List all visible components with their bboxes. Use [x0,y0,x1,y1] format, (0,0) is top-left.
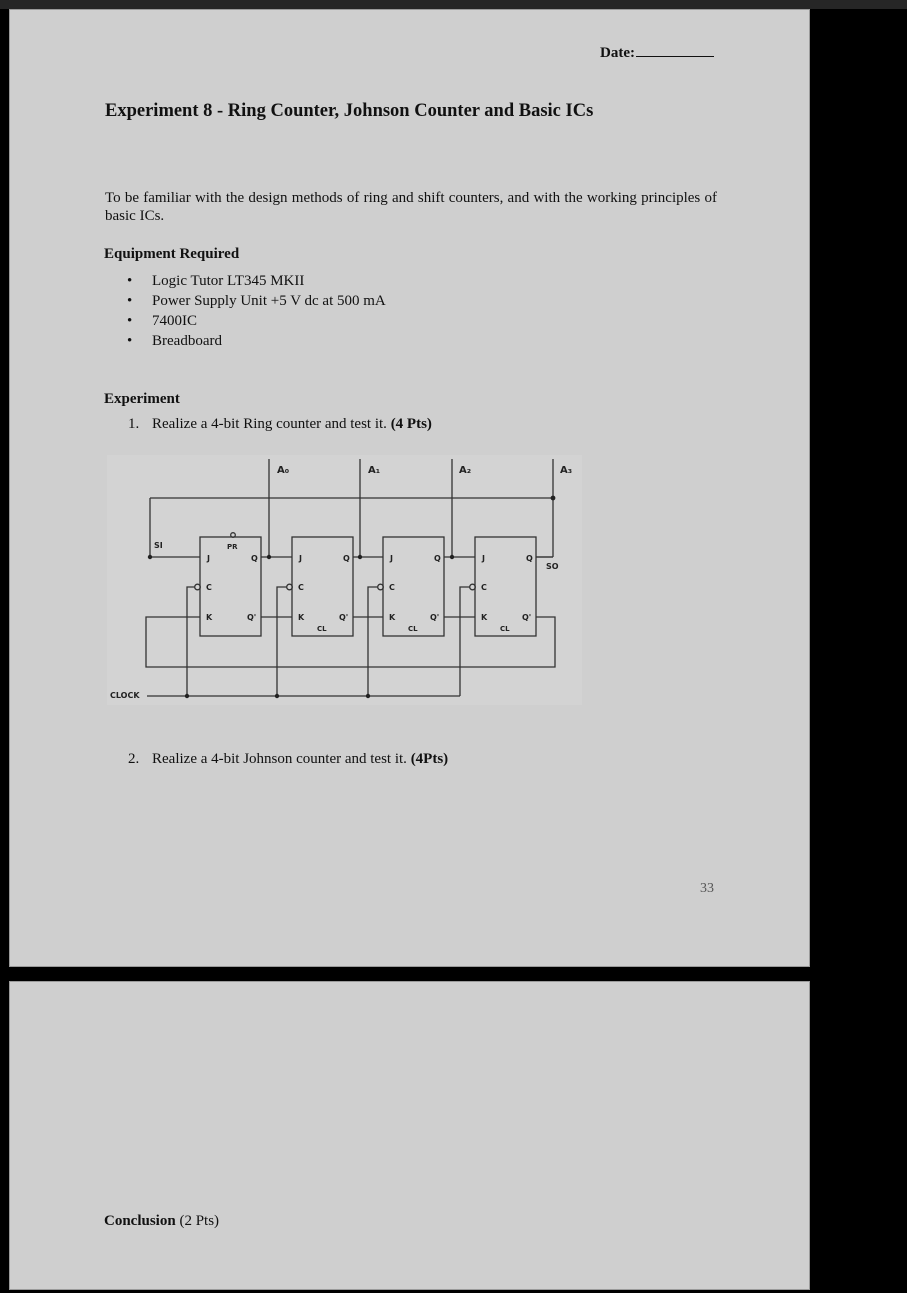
date-blank-line [636,44,714,57]
equipment-item-label: Breadboard [152,333,222,349]
junction-dot [185,694,189,698]
list-item [104,311,386,331]
si-label: SI [154,541,163,550]
pin-k-label: K [481,613,488,622]
so-label: SO [546,562,559,571]
output-label-a2: A₂ [459,465,472,476]
pin-q-label: Q [434,554,441,563]
pin-j-label: J [390,554,393,563]
pin-q-label: Q [526,554,533,563]
pin-j-label: J [482,554,485,563]
pin-qbar-label: Q' [339,613,349,622]
date-field [600,44,714,62]
junction-dot [450,555,454,559]
bullet-icon: • [127,333,133,349]
junction-dot [358,555,362,559]
preset-label: PR [227,543,238,551]
viewer-top-bar [0,0,907,9]
equipment-item-label: Power Supply Unit +5 V dc at 500 mA [152,293,386,309]
equipment-heading: Equipment Required [104,246,240,262]
junction-dot [267,555,271,559]
intro-paragraph: To be familiar with the design methods of ring and shift counters, and with the working principles of basic ICs. [105,190,717,224]
pin-qbar-label: Q' [430,613,440,622]
clear-label: CL [317,625,327,633]
date-label: Date: [600,45,635,61]
bullet-icon: • [127,273,133,289]
pin-qbar-label: Q' [522,613,532,622]
pin-j-label: J [299,554,302,563]
junction-dot [275,694,279,698]
pin-q-label: Q [251,554,258,563]
document-page-1 [9,9,810,967]
step-text: Realize a 4-bit Ring counter and test it. [152,416,387,432]
step-text: Realize a 4-bit Johnson counter and test it. [152,751,407,767]
pin-k-label: K [206,613,213,622]
clear-label: CL [500,625,510,633]
junction-dot [148,555,152,559]
ring-counter-diagram [107,455,582,705]
pin-j-label: J [207,554,210,563]
conclusion-points: (2 Pts) [179,1213,220,1229]
list-item [104,291,386,311]
clear-label: CL [408,625,418,633]
page-title: Experiment 8 - Ring Counter, Johnson Counter and Basic ICs [105,101,594,121]
pin-c-label: C [481,583,487,592]
page-number: 33 [700,881,714,896]
equipment-item-label: 7400IC [152,313,197,329]
equipment-list [104,271,386,351]
pin-q-label: Q [343,554,350,563]
output-label-a1: A₁ [368,465,381,476]
step-points: (4 Pts) [390,416,432,432]
pin-qbar-label: Q' [247,613,257,622]
junction-dot [551,496,556,501]
output-label-a0: A₀ [277,465,290,476]
experiment-heading: Experiment [104,391,180,407]
conclusion-heading [104,1213,219,1230]
step-points: (4Pts) [410,751,449,767]
pin-c-label: C [298,583,304,592]
pin-c-label: C [389,583,395,592]
document-page-2 [9,981,810,1290]
equipment-item-label: Logic Tutor LT345 MKII [152,273,305,289]
pin-k-label: K [389,613,396,622]
pin-c-label: C [206,583,212,592]
junction-dot [366,694,370,698]
bullet-icon: • [127,293,133,309]
step-number: 1. [128,416,140,432]
conclusion-label: Conclusion [104,1213,176,1229]
clock-label: CLOCK [110,691,140,700]
step-number: 2. [128,751,140,767]
bullet-icon: • [127,313,133,329]
list-item [104,331,386,351]
pin-k-label: K [298,613,305,622]
list-item [104,271,386,291]
output-label-a3: A₃ [560,465,573,476]
